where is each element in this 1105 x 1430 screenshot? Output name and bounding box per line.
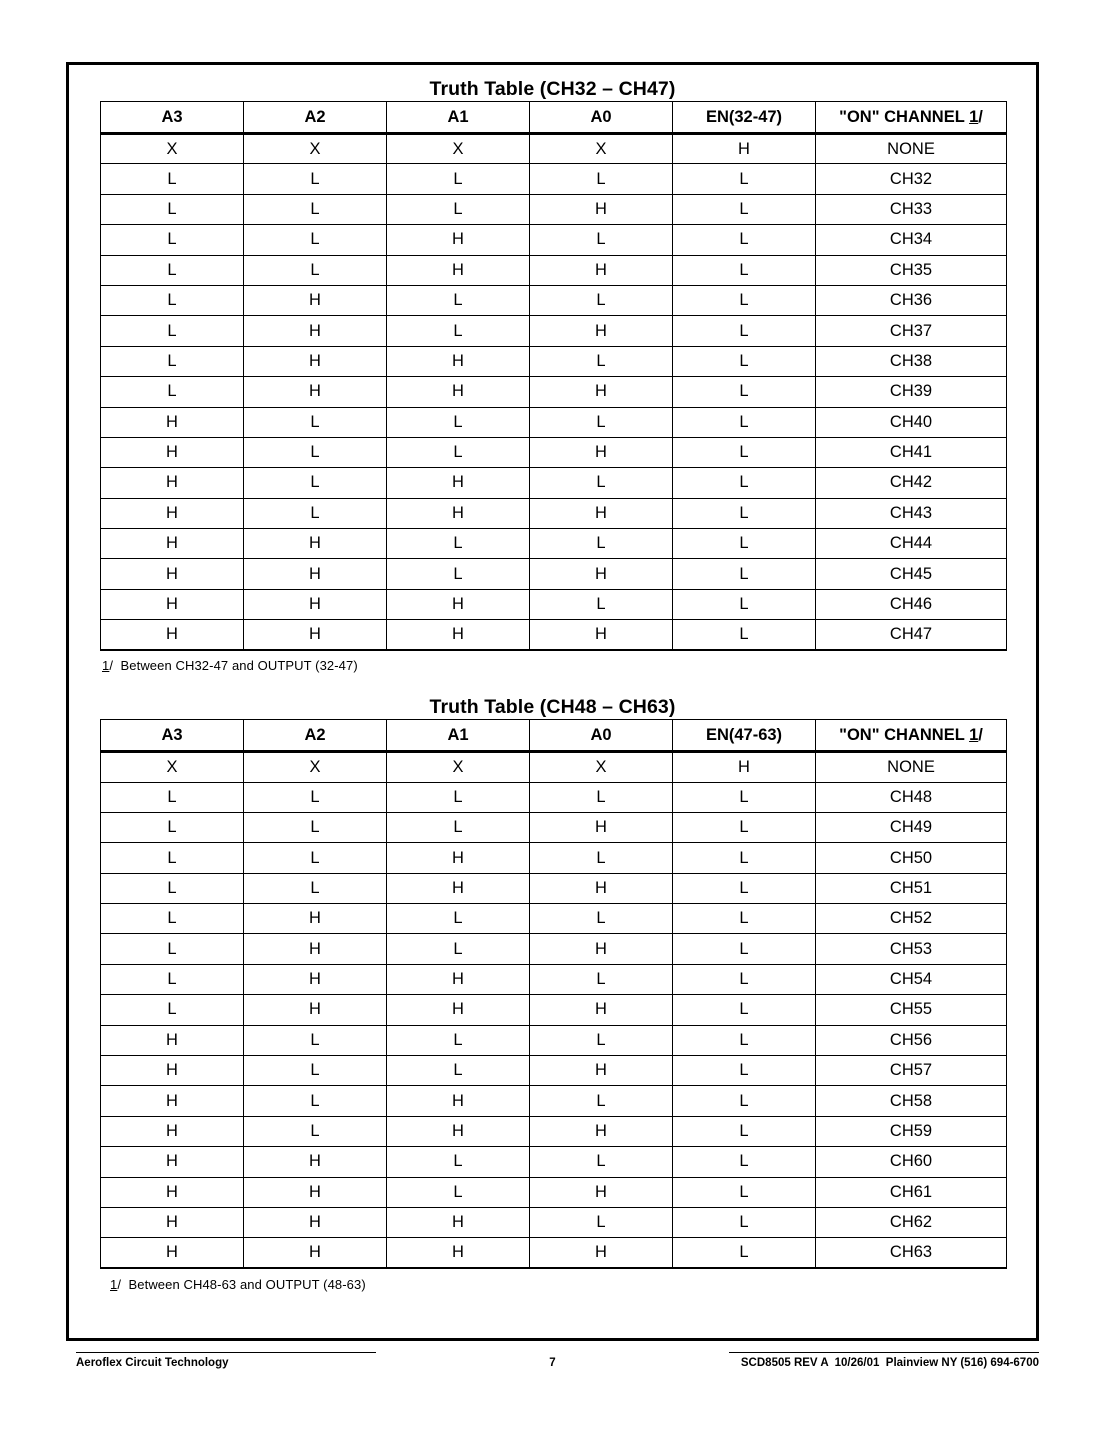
cell-logic-value: H <box>673 752 816 782</box>
cell-logic-value: H <box>244 1147 387 1177</box>
cell-logic-value: H <box>387 620 530 650</box>
table-row <box>101 498 1007 528</box>
footnote-slash: / <box>117 1277 122 1293</box>
cell-on-channel: CH42 <box>816 468 1007 498</box>
cell-logic-value: H <box>387 468 530 498</box>
cell-logic-value: L <box>673 1025 816 1055</box>
cell-logic-value: L <box>673 377 816 407</box>
cell-logic-value: L <box>387 559 530 589</box>
cell-logic-value: L <box>530 164 673 194</box>
cell-logic-value: L <box>244 407 387 437</box>
cell-logic-value: L <box>387 1177 530 1207</box>
cell-on-channel: CH37 <box>816 316 1007 346</box>
cell-logic-value: L <box>673 316 816 346</box>
cell-logic-value: L <box>530 964 673 994</box>
cell-logic-value: L <box>244 194 387 224</box>
cell-on-channel: CH63 <box>816 1238 1007 1268</box>
cell-logic-value: H <box>101 1147 244 1177</box>
cell-logic-value: H <box>101 620 244 650</box>
cell-logic-value: L <box>673 498 816 528</box>
cell-logic-value: L <box>530 407 673 437</box>
cell-logic-value: H <box>387 843 530 873</box>
cell-logic-value: L <box>673 1238 816 1268</box>
truth-table-2-footnote <box>110 1277 1039 1292</box>
cell-logic-value: L <box>673 1147 816 1177</box>
cell-logic-value: L <box>673 529 816 559</box>
cell-on-channel: CH59 <box>816 1116 1007 1146</box>
cell-logic-value: L <box>101 285 244 315</box>
cell-logic-value: H <box>530 812 673 842</box>
cell-logic-value: L <box>387 407 530 437</box>
column-header-a0: A0 <box>530 102 673 134</box>
cell-logic-value: L <box>530 346 673 376</box>
cell-on-channel: CH43 <box>816 498 1007 528</box>
cell-logic-value: L <box>673 964 816 994</box>
cell-logic-value: L <box>387 194 530 224</box>
cell-on-channel: CH54 <box>816 964 1007 994</box>
truth-table-2-body <box>101 752 1007 1269</box>
cell-logic-value: L <box>244 1086 387 1116</box>
footnote-text: Between CH32-47 and OUTPUT (32-47) <box>120 658 358 674</box>
table-row <box>101 194 1007 224</box>
table-row <box>101 1116 1007 1146</box>
cell-logic-value: X <box>387 752 530 782</box>
cell-logic-value: L <box>387 437 530 467</box>
cell-logic-value: L <box>244 225 387 255</box>
cell-on-channel: CH47 <box>816 620 1007 650</box>
cell-logic-value: H <box>387 1086 530 1116</box>
truth-table-ch32-ch47 <box>100 101 1007 651</box>
page-content <box>66 62 1039 1341</box>
cell-logic-value: H <box>387 377 530 407</box>
table-row <box>101 843 1007 873</box>
cell-on-channel: CH60 <box>816 1147 1007 1177</box>
column-header-on-channel <box>816 720 1007 752</box>
cell-logic-value: L <box>244 873 387 903</box>
cell-logic-value: L <box>244 812 387 842</box>
cell-logic-value: L <box>673 782 816 812</box>
column-header-a3: A3 <box>101 720 244 752</box>
table-row <box>101 437 1007 467</box>
column-header-enable: EN(47-63) <box>673 720 816 752</box>
cell-logic-value: L <box>673 589 816 619</box>
cell-logic-value: L <box>101 194 244 224</box>
cell-logic-value: H <box>530 194 673 224</box>
cell-logic-value: L <box>387 164 530 194</box>
cell-on-channel: CH32 <box>816 164 1007 194</box>
cell-on-channel: CH34 <box>816 225 1007 255</box>
cell-logic-value: H <box>387 964 530 994</box>
table-header-row <box>101 102 1007 134</box>
table-row <box>101 1086 1007 1116</box>
footer-company: Aeroflex Circuit Technology <box>76 1352 376 1369</box>
cell-logic-value: L <box>387 1056 530 1086</box>
cell-logic-value: H <box>530 498 673 528</box>
cell-on-channel: CH55 <box>816 995 1007 1025</box>
cell-logic-value: H <box>244 589 387 619</box>
table-row <box>101 1238 1007 1268</box>
cell-logic-value: L <box>387 934 530 964</box>
cell-logic-value: L <box>244 843 387 873</box>
table-row <box>101 964 1007 994</box>
cell-logic-value: H <box>244 316 387 346</box>
cell-logic-value: H <box>101 1238 244 1268</box>
cell-logic-value: H <box>244 285 387 315</box>
cell-logic-value: H <box>101 468 244 498</box>
cell-logic-value: L <box>101 964 244 994</box>
cell-logic-value: H <box>101 1208 244 1238</box>
cell-logic-value: L <box>673 407 816 437</box>
cell-logic-value: L <box>101 843 244 873</box>
on-channel-label: "ON" CHANNEL <box>839 725 970 744</box>
cell-logic-value: H <box>530 873 673 903</box>
cell-logic-value: L <box>244 164 387 194</box>
table-row <box>101 752 1007 782</box>
cell-logic-value: H <box>673 134 816 164</box>
cell-logic-value: H <box>530 1238 673 1268</box>
cell-logic-value: H <box>387 346 530 376</box>
cell-logic-value: L <box>673 873 816 903</box>
cell-logic-value: L <box>101 316 244 346</box>
cell-logic-value: L <box>244 1025 387 1055</box>
cell-logic-value: X <box>101 134 244 164</box>
cell-logic-value: L <box>101 346 244 376</box>
table-row <box>101 904 1007 934</box>
cell-logic-value: L <box>387 904 530 934</box>
cell-on-channel: CH36 <box>816 285 1007 315</box>
table-row <box>101 995 1007 1025</box>
cell-logic-value: L <box>673 559 816 589</box>
table-row <box>101 285 1007 315</box>
cell-logic-value: H <box>101 1025 244 1055</box>
cell-on-channel: NONE <box>816 134 1007 164</box>
cell-logic-value: L <box>673 285 816 315</box>
column-header-on-channel <box>816 102 1007 134</box>
cell-logic-value: L <box>673 812 816 842</box>
cell-logic-value: L <box>673 904 816 934</box>
truth-table-1-body <box>101 134 1007 651</box>
cell-logic-value: L <box>673 437 816 467</box>
table-row <box>101 812 1007 842</box>
cell-logic-value: L <box>673 995 816 1025</box>
cell-logic-value: H <box>387 1208 530 1238</box>
cell-logic-value: H <box>387 225 530 255</box>
cell-logic-value: L <box>101 812 244 842</box>
cell-logic-value: H <box>244 377 387 407</box>
table-row <box>101 589 1007 619</box>
cell-logic-value: H <box>530 1056 673 1086</box>
cell-logic-value: L <box>530 285 673 315</box>
truth-table-2-title: Truth Table (CH48 – CH63) <box>429 696 676 719</box>
cell-logic-value: H <box>244 529 387 559</box>
cell-logic-value: L <box>673 225 816 255</box>
cell-on-channel: CH58 <box>816 1086 1007 1116</box>
table-row <box>101 1208 1007 1238</box>
cell-logic-value: H <box>244 1238 387 1268</box>
cell-on-channel: CH49 <box>816 812 1007 842</box>
footnote-number: 1 <box>102 658 110 674</box>
cell-logic-value: H <box>387 589 530 619</box>
cell-logic-value: H <box>530 316 673 346</box>
cell-logic-value: L <box>530 468 673 498</box>
cell-on-channel: CH46 <box>816 589 1007 619</box>
cell-logic-value: L <box>673 843 816 873</box>
footnote-marker: 1 <box>969 725 979 744</box>
cell-logic-value: L <box>387 285 530 315</box>
cell-on-channel: CH39 <box>816 377 1007 407</box>
cell-logic-value: H <box>387 995 530 1025</box>
cell-logic-value: L <box>101 255 244 285</box>
cell-logic-value: H <box>101 1116 244 1146</box>
table-row <box>101 255 1007 285</box>
cell-logic-value: H <box>387 255 530 285</box>
footnote-text: Between CH48-63 and OUTPUT (48-63) <box>128 1277 366 1293</box>
footnote-number: 1 <box>110 1277 118 1293</box>
cell-logic-value: L <box>101 934 244 964</box>
on-channel-label: "ON" CHANNEL <box>839 107 970 126</box>
cell-logic-value: L <box>244 1116 387 1146</box>
cell-logic-value: H <box>101 1056 244 1086</box>
cell-logic-value: X <box>101 752 244 782</box>
cell-logic-value: L <box>530 529 673 559</box>
cell-logic-value: H <box>530 437 673 467</box>
cell-logic-value: H <box>101 529 244 559</box>
cell-logic-value: L <box>673 1056 816 1086</box>
column-header-a0: A0 <box>530 720 673 752</box>
column-header-a3: A3 <box>101 102 244 134</box>
cell-on-channel: CH38 <box>816 346 1007 376</box>
cell-logic-value: H <box>244 620 387 650</box>
cell-logic-value: H <box>387 498 530 528</box>
cell-logic-value: X <box>387 134 530 164</box>
cell-on-channel: CH50 <box>816 843 1007 873</box>
cell-logic-value: X <box>244 752 387 782</box>
table-row <box>101 934 1007 964</box>
cell-logic-value: L <box>101 873 244 903</box>
cell-logic-value: H <box>244 934 387 964</box>
table-row <box>101 1147 1007 1177</box>
table-row <box>101 620 1007 650</box>
cell-logic-value: L <box>530 1025 673 1055</box>
cell-logic-value: L <box>673 164 816 194</box>
cell-logic-value: L <box>387 316 530 346</box>
cell-on-channel: CH62 <box>816 1208 1007 1238</box>
cell-logic-value: L <box>530 782 673 812</box>
footer-document-id: SCD8505 REV A 10/26/01 Plainview NY (516) 694-6700 <box>729 1352 1039 1369</box>
cell-logic-value: L <box>387 1025 530 1055</box>
cell-on-channel: CH53 <box>816 934 1007 964</box>
cell-on-channel: CH51 <box>816 873 1007 903</box>
cell-logic-value: H <box>530 377 673 407</box>
cell-on-channel: CH40 <box>816 407 1007 437</box>
cell-logic-value: H <box>530 255 673 285</box>
table-row <box>101 407 1007 437</box>
cell-logic-value: H <box>244 1208 387 1238</box>
table-row <box>101 316 1007 346</box>
cell-logic-value: L <box>244 468 387 498</box>
column-header-a2: A2 <box>244 720 387 752</box>
cell-on-channel: CH56 <box>816 1025 1007 1055</box>
cell-logic-value: H <box>101 559 244 589</box>
table-row <box>101 782 1007 812</box>
cell-on-channel: CH61 <box>816 1177 1007 1207</box>
cell-logic-value: H <box>101 437 244 467</box>
cell-logic-value: L <box>530 225 673 255</box>
footnote-marker: 1 <box>969 107 979 126</box>
table-row <box>101 134 1007 164</box>
table-header-row <box>101 720 1007 752</box>
footnote-marker-slash: / <box>978 725 983 744</box>
cell-logic-value: X <box>530 752 673 782</box>
cell-logic-value: H <box>101 1177 244 1207</box>
table-row <box>101 377 1007 407</box>
cell-on-channel: NONE <box>816 752 1007 782</box>
cell-logic-value: H <box>101 407 244 437</box>
cell-on-channel: CH33 <box>816 194 1007 224</box>
cell-logic-value: L <box>530 1208 673 1238</box>
cell-on-channel: CH35 <box>816 255 1007 285</box>
cell-logic-value: L <box>673 194 816 224</box>
cell-logic-value: L <box>673 1116 816 1146</box>
cell-logic-value: L <box>673 255 816 285</box>
column-header-a1: A1 <box>387 102 530 134</box>
cell-logic-value: L <box>101 904 244 934</box>
cell-logic-value: L <box>673 620 816 650</box>
cell-logic-value: L <box>101 995 244 1025</box>
cell-logic-value: H <box>387 1116 530 1146</box>
cell-logic-value: L <box>244 782 387 812</box>
truth-table-1-footnote <box>102 658 1039 673</box>
cell-logic-value: L <box>530 1086 673 1116</box>
cell-logic-value: L <box>387 812 530 842</box>
footnote-marker-slash: / <box>978 107 983 126</box>
cell-logic-value: H <box>244 1177 387 1207</box>
truth-table-ch48-ch63 <box>100 719 1007 1269</box>
cell-logic-value: L <box>387 529 530 559</box>
footnote-slash: / <box>109 658 114 674</box>
table-row <box>101 346 1007 376</box>
cell-logic-value: H <box>530 620 673 650</box>
cell-logic-value: L <box>530 1147 673 1177</box>
table-row <box>101 468 1007 498</box>
table-row <box>101 873 1007 903</box>
cell-logic-value: H <box>244 559 387 589</box>
cell-logic-value: H <box>387 1238 530 1268</box>
table-row <box>101 1056 1007 1086</box>
cell-logic-value: H <box>244 964 387 994</box>
cell-logic-value: L <box>101 225 244 255</box>
cell-logic-value: L <box>244 437 387 467</box>
table-row <box>101 1177 1007 1207</box>
cell-logic-value: L <box>387 782 530 812</box>
cell-logic-value: L <box>673 934 816 964</box>
cell-logic-value: L <box>244 255 387 285</box>
cell-logic-value: L <box>673 346 816 376</box>
cell-logic-value: H <box>530 1116 673 1146</box>
cell-logic-value: H <box>530 559 673 589</box>
cell-logic-value: L <box>244 498 387 528</box>
cell-logic-value: L <box>101 377 244 407</box>
table-row <box>101 225 1007 255</box>
cell-logic-value: H <box>244 904 387 934</box>
column-header-enable: EN(32-47) <box>673 102 816 134</box>
cell-logic-value: H <box>244 995 387 1025</box>
cell-on-channel: CH41 <box>816 437 1007 467</box>
truth-table-1-title: Truth Table (CH32 – CH47) <box>429 78 676 100</box>
cell-logic-value: H <box>244 346 387 376</box>
page-footer <box>66 1352 1039 1392</box>
cell-logic-value: H <box>101 589 244 619</box>
cell-logic-value: L <box>673 468 816 498</box>
table-row <box>101 164 1007 194</box>
cell-logic-value: L <box>101 782 244 812</box>
cell-on-channel: CH52 <box>816 904 1007 934</box>
cell-logic-value: H <box>530 1177 673 1207</box>
cell-logic-value: L <box>530 589 673 619</box>
cell-logic-value: H <box>530 995 673 1025</box>
cell-logic-value: L <box>244 1056 387 1086</box>
cell-on-channel: CH45 <box>816 559 1007 589</box>
cell-logic-value: H <box>101 498 244 528</box>
cell-logic-value: X <box>244 134 387 164</box>
column-header-a2: A2 <box>244 102 387 134</box>
table-row <box>101 529 1007 559</box>
cell-logic-value: L <box>530 904 673 934</box>
cell-logic-value: L <box>530 843 673 873</box>
cell-logic-value: L <box>101 164 244 194</box>
cell-on-channel: CH44 <box>816 529 1007 559</box>
cell-logic-value: L <box>673 1086 816 1116</box>
cell-logic-value: H <box>530 934 673 964</box>
column-header-a1: A1 <box>387 720 530 752</box>
cell-logic-value: L <box>673 1177 816 1207</box>
cell-logic-value: L <box>673 1208 816 1238</box>
footer-page-number: 7 <box>549 1357 556 1369</box>
table-row <box>101 1025 1007 1055</box>
cell-on-channel: CH57 <box>816 1056 1007 1086</box>
cell-logic-value: L <box>387 1147 530 1177</box>
cell-logic-value: H <box>387 873 530 903</box>
cell-logic-value: H <box>101 1086 244 1116</box>
table-row <box>101 559 1007 589</box>
cell-on-channel: CH48 <box>816 782 1007 812</box>
cell-logic-value: X <box>530 134 673 164</box>
